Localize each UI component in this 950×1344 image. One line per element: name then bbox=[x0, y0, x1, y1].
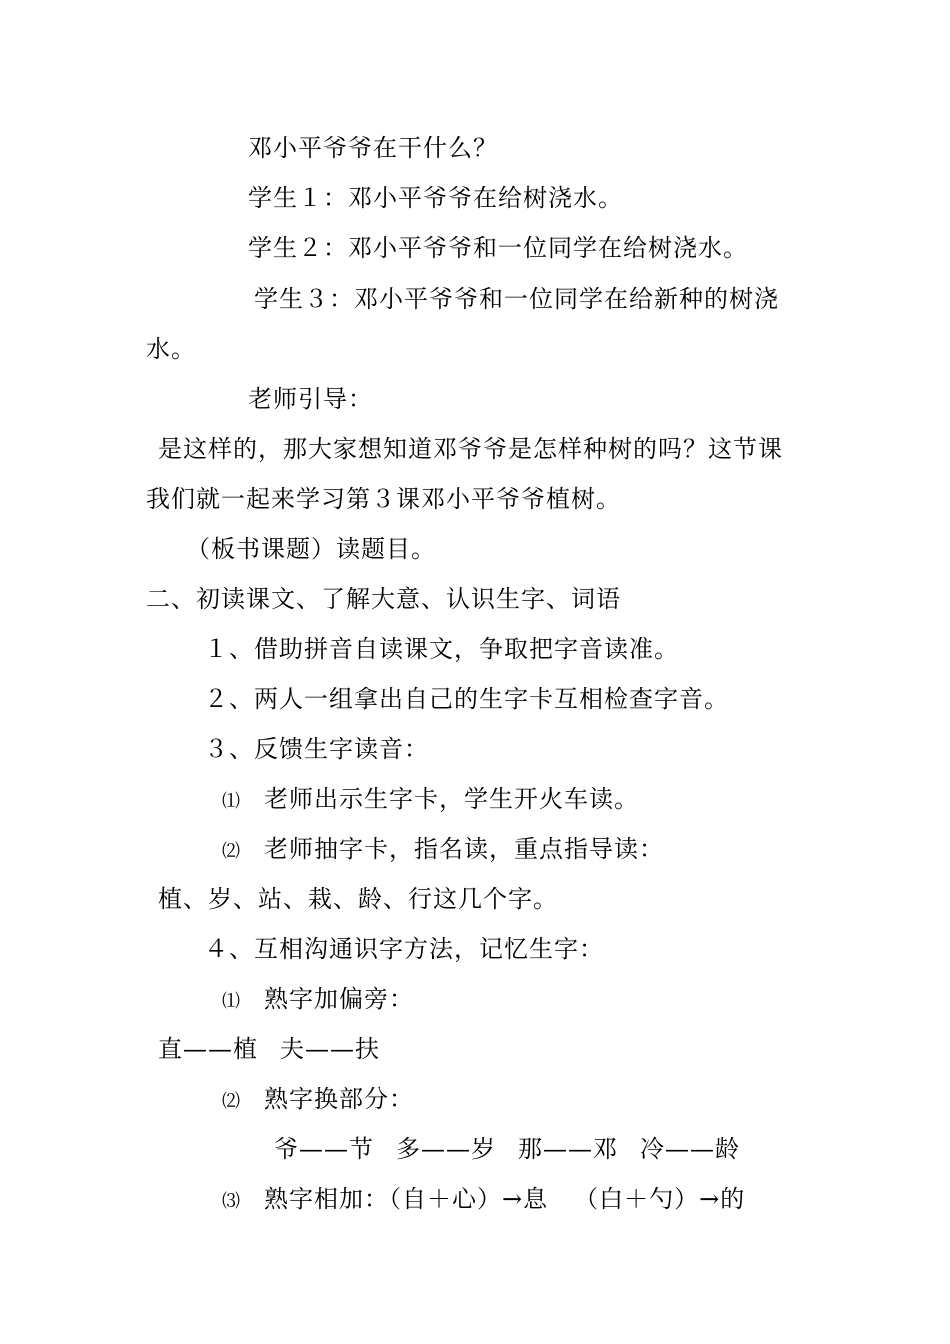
section-heading: 二、初读课文、了解大意、认识生字、词语 bbox=[146, 585, 621, 613]
item-text: 熟字换部分： bbox=[264, 1085, 414, 1113]
word-pair: 那——邓 bbox=[518, 1135, 618, 1163]
item-number: ⑴ bbox=[222, 791, 240, 812]
word-pair: 直——植 bbox=[158, 1035, 258, 1063]
word-pair: 多——岁 bbox=[396, 1135, 496, 1163]
text-line: 老师引导： bbox=[248, 385, 373, 413]
item-number: ⑵ bbox=[222, 841, 240, 862]
text-line: （板书课题）读题目。 bbox=[186, 535, 436, 563]
item-number: ⑴ bbox=[222, 991, 240, 1012]
word-pair: 爷——节 bbox=[274, 1135, 374, 1163]
numbered-line bbox=[222, 984, 414, 1017]
item-text: 熟字相加：（自＋心）→息 bbox=[264, 1185, 549, 1213]
item-text: 熟字加偏旁： bbox=[264, 985, 414, 1013]
word-pairs-line bbox=[274, 1134, 740, 1164]
item-text: （白＋勺）→的 bbox=[574, 1185, 746, 1213]
text-line: 水。 bbox=[146, 335, 196, 363]
word-pairs-line bbox=[158, 1034, 380, 1064]
text-line: 学生２：邓小平爷爷和一位同学在给树浇水。 bbox=[248, 234, 748, 262]
text-line: 邓小平爷爷在干什么？ bbox=[248, 134, 498, 162]
text-line: ３、反馈生字读音： bbox=[204, 735, 429, 763]
text-line: ４、互相沟通识字方法，记忆生字： bbox=[204, 935, 604, 963]
word-pair: 冷——龄 bbox=[640, 1135, 740, 1163]
item-number: ⑵ bbox=[222, 1091, 240, 1112]
text-line: 植、岁、站、栽、龄、行这几个字。 bbox=[158, 885, 558, 913]
text-line: ２、两人一组拿出自己的生字卡互相检查字音。 bbox=[204, 685, 729, 713]
word-pair: 夫——扶 bbox=[280, 1035, 380, 1063]
item-text: 老师抽字卡，指名读，重点指导读： bbox=[264, 835, 664, 863]
item-text: 老师出示生字卡，学生开火车读。 bbox=[264, 785, 639, 813]
numbered-line bbox=[222, 1084, 414, 1117]
numbered-line bbox=[222, 834, 664, 867]
text-line: 我们就一起来学习第３课邓小平爷爷植树。 bbox=[146, 485, 621, 513]
text-line: 学生１：邓小平爷爷在给树浇水。 bbox=[248, 184, 623, 212]
numbered-line bbox=[222, 1184, 745, 1217]
text-line: 是这样的，那大家想知道邓爷爷是怎样种树的吗？这节课 bbox=[158, 435, 783, 463]
text-line: １、借助拼音自读课文，争取把字音读准。 bbox=[204, 635, 679, 663]
item-number: ⑶ bbox=[222, 1191, 240, 1212]
numbered-line bbox=[222, 784, 639, 817]
text-line: 学生３：邓小平爷爷和一位同学在给新种的树浇 bbox=[254, 285, 779, 313]
